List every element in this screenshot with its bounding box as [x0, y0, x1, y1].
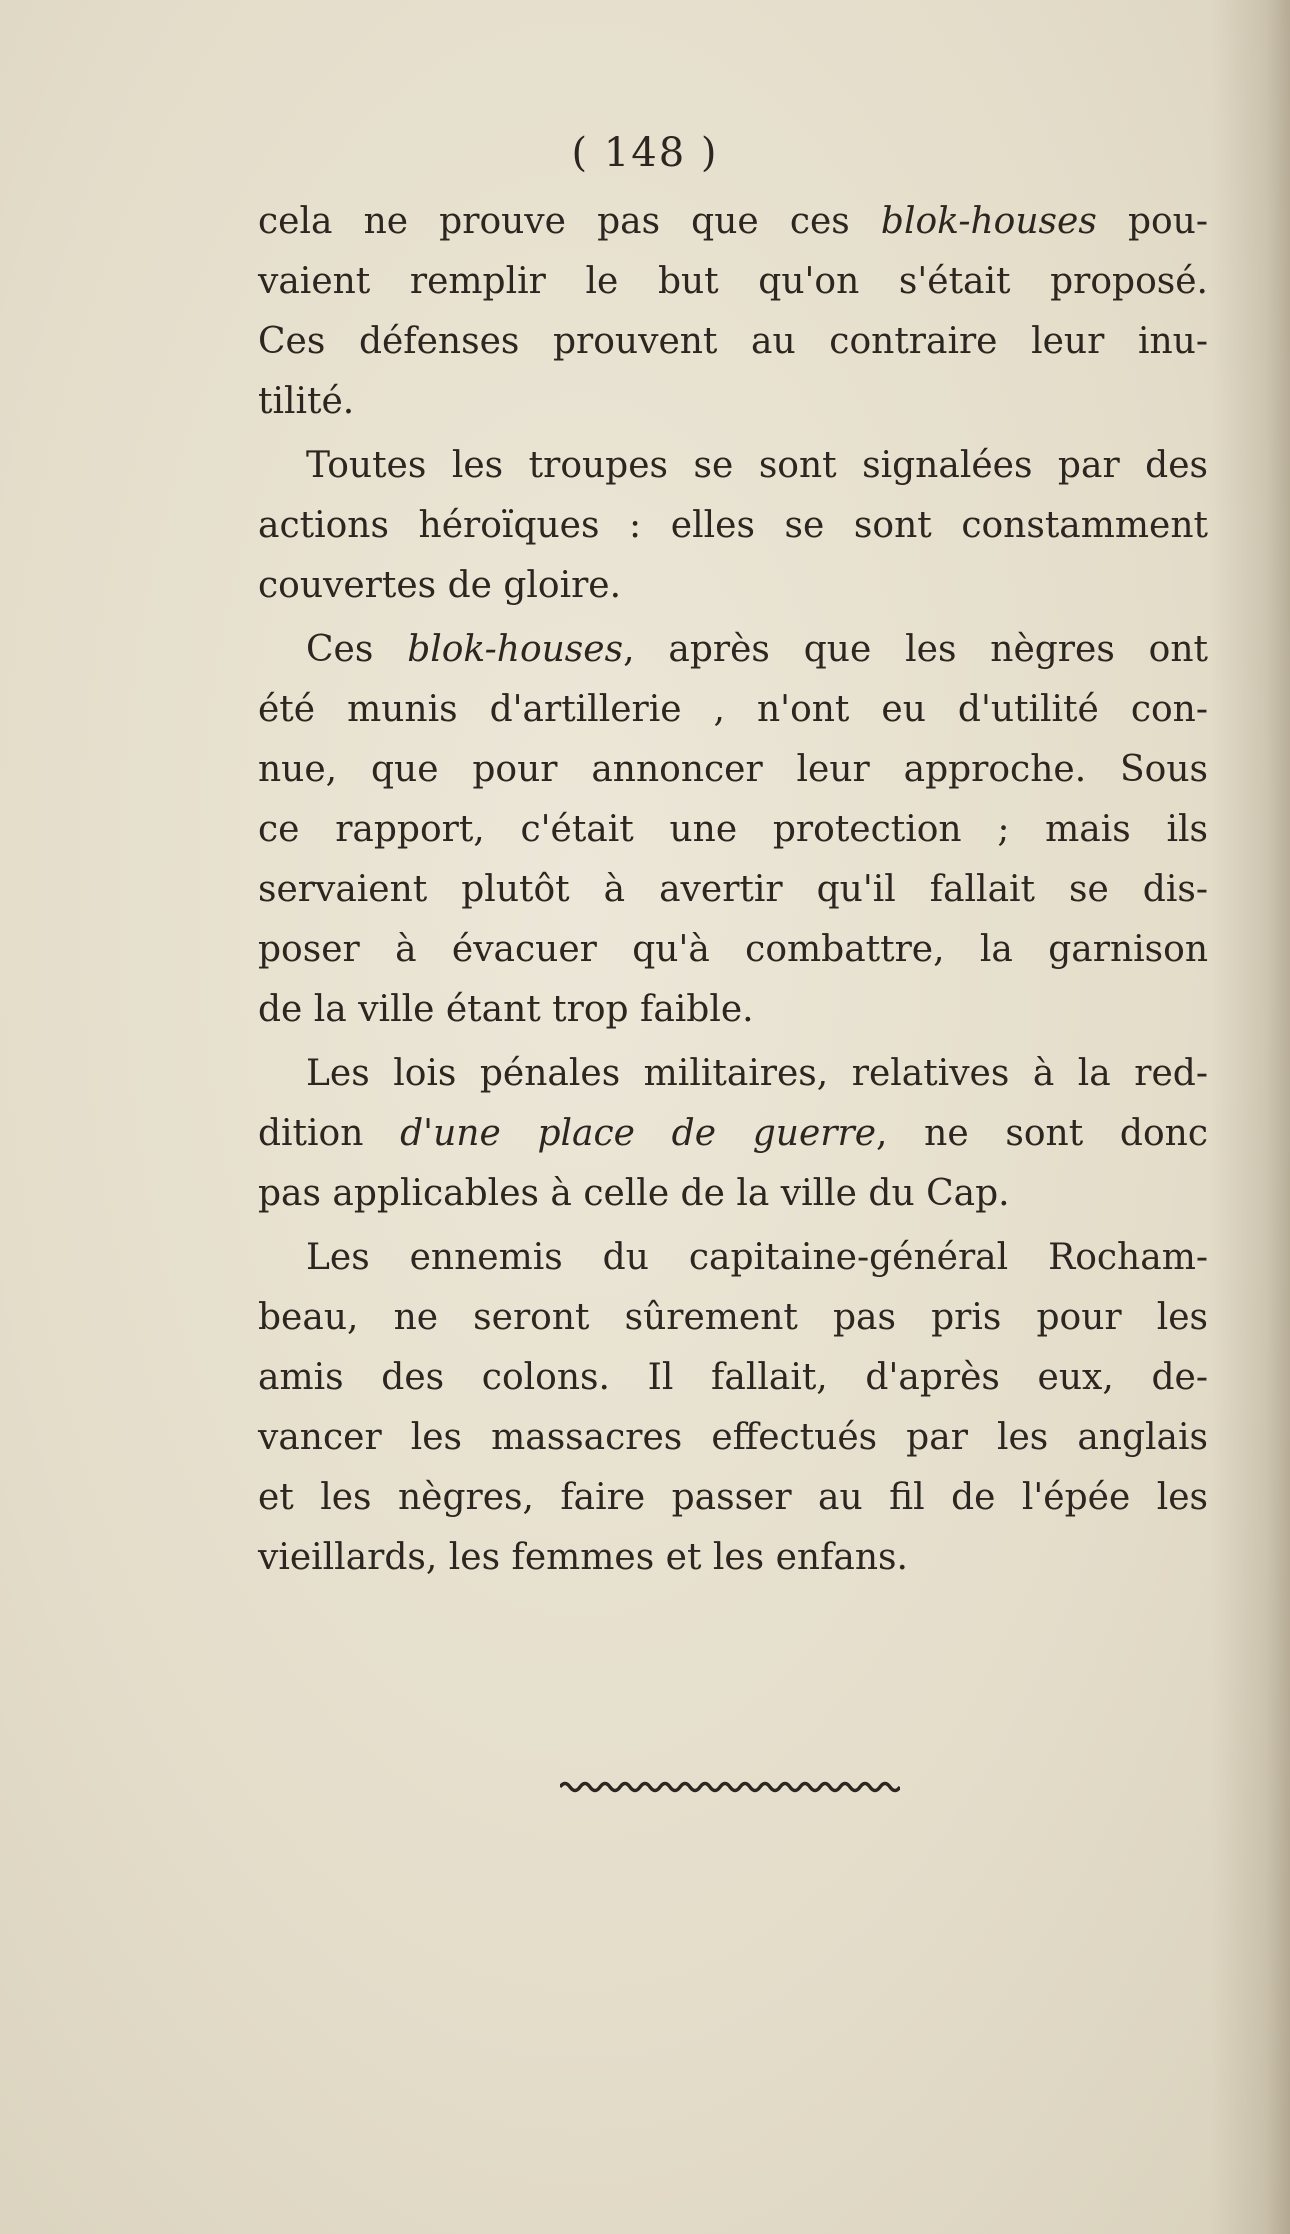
- text-run: Toutes les troupes se sont signalées par des: [306, 445, 1208, 486]
- text-line: [258, 740, 1208, 800]
- text-run: pou-: [1096, 201, 1209, 242]
- text-line: [258, 1468, 1208, 1528]
- page-edge-shadow: [1210, 0, 1290, 2234]
- paragraph: [258, 1044, 1208, 1224]
- text-line: [258, 1228, 1208, 1288]
- text-line: [258, 436, 1208, 496]
- text-run: Les lois pénales militaires, relatives à la red-: [306, 1053, 1208, 1094]
- text-run: beau, ne seront sûrement pas pris pour les: [258, 1297, 1208, 1338]
- text-line: [258, 192, 1208, 252]
- text-run: été munis d'artillerie , n'ont eu d'utilité con-: [258, 689, 1208, 730]
- italic-text: d'une place de guerre: [400, 1113, 877, 1154]
- text-line: [258, 1348, 1208, 1408]
- text-line: [258, 1288, 1208, 1348]
- text-run: cela ne prouve pas que ces: [258, 201, 881, 242]
- text-line: [258, 680, 1208, 740]
- text-line: [258, 1164, 1208, 1224]
- text-line: [258, 556, 1208, 616]
- text-line: [258, 1104, 1208, 1164]
- text-run: couvertes de gloire.: [258, 565, 622, 606]
- text-line: [258, 620, 1208, 680]
- text-run: poser à évacuer qu'à combattre, la garnison: [258, 929, 1208, 970]
- text-run: Les ennemis du capitaine-général Rocham-: [306, 1237, 1208, 1278]
- text-run: servaient plutôt à avertir qu'il fallait se dis-: [258, 869, 1208, 910]
- text-run: ce rapport, c'était une protection ; mais ils: [258, 809, 1208, 850]
- text-run: vieillards, les femmes et les enfans.: [258, 1537, 908, 1578]
- text-run: nue, que pour annoncer leur approche. Sous: [258, 749, 1208, 790]
- paragraph: [258, 1228, 1208, 1588]
- text-line: [258, 372, 1208, 432]
- text-run: amis des colons. Il fallait, d'après eux, de-: [258, 1357, 1208, 1398]
- italic-text: blok-houses: [880, 201, 1097, 242]
- text-run: Ces: [306, 629, 408, 670]
- text-line: [258, 920, 1208, 980]
- text-run: , après que les nègres ont: [623, 629, 1208, 670]
- text-line: [258, 1044, 1208, 1104]
- text-line: [258, 860, 1208, 920]
- text-run: pas applicables à celle de la ville du Cap.: [258, 1173, 1010, 1214]
- text-run: actions héroïques : elles se sont constamment: [258, 505, 1208, 546]
- text-run: vancer les massacres effectués par les anglais: [258, 1417, 1208, 1458]
- text-run: de la ville étant trop faible.: [258, 989, 754, 1030]
- paragraph: [258, 192, 1208, 432]
- text-run: , ne sont donc: [876, 1113, 1208, 1154]
- text-run: et les nègres, faire passer au fil de l'épée les: [258, 1477, 1208, 1518]
- paragraph: [258, 620, 1208, 1040]
- body-text: [258, 192, 1208, 1588]
- text-run: dition: [258, 1113, 401, 1154]
- text-run: Ces défenses prouvent au contraire leur inu-: [258, 321, 1208, 362]
- text-run: vaient remplir le but qu'on s'était proposé.: [258, 261, 1208, 302]
- paragraph: [258, 436, 1208, 616]
- text-line: [258, 800, 1208, 860]
- text-line: [258, 252, 1208, 312]
- text-line: [258, 496, 1208, 556]
- text-line: [258, 312, 1208, 372]
- text-line: [258, 980, 1208, 1040]
- italic-text: blok-houses: [407, 629, 624, 670]
- text-line: [258, 1408, 1208, 1468]
- text-line: [258, 1528, 1208, 1588]
- wavy-rule-icon: [560, 1778, 900, 1796]
- page-number: ( 148 ): [571, 130, 719, 176]
- text-run: tilité.: [258, 381, 355, 422]
